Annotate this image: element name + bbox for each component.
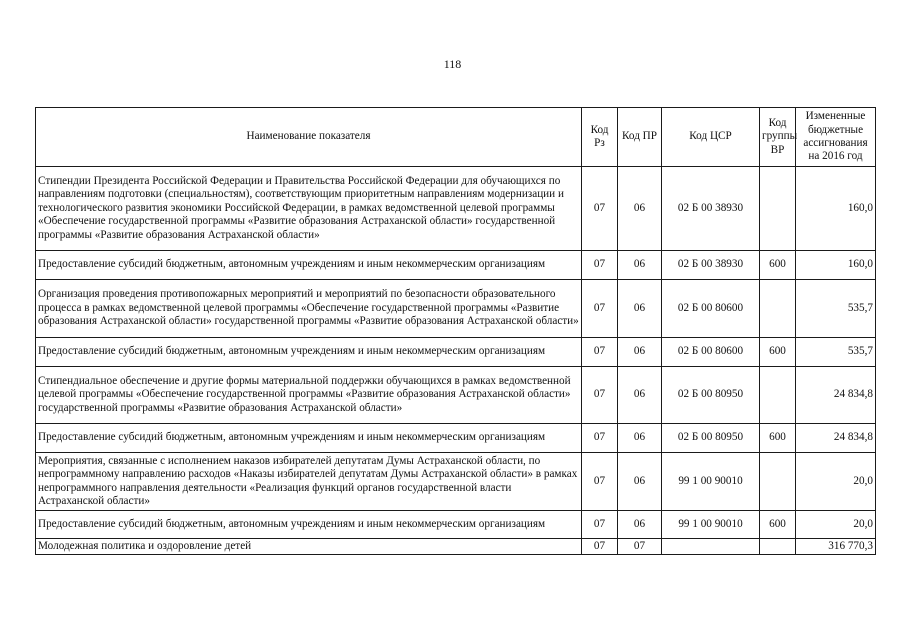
row-name: Мероприятия, связанные с исполнением наказов избирателей депутатам Думы Астраханской области, по непрограммному направлению расходов «Наказы избирателей депутатам Думы Астраханской области» в рамках непрограммного направления деятельности «Реализация функций органов государственной власти Астраханской области» — [36, 453, 582, 511]
row-name: Молодежная политика и оздоровление детей — [36, 539, 582, 555]
row-code-pr: 06 — [618, 251, 662, 280]
table-row — [36, 539, 876, 555]
page-number: 118 — [443, 57, 462, 71]
row-code-pr: 06 — [618, 511, 662, 539]
row-amount: 316 770,3 — [796, 539, 876, 555]
row-amount: 535,7 — [796, 280, 876, 338]
row-code-pr: 06 — [618, 424, 662, 453]
row-code-vr — [760, 167, 796, 251]
row-code-csr: 02 Б 00 38930 — [662, 167, 760, 251]
row-amount: 535,7 — [796, 338, 876, 367]
row-code-rz: 07 — [582, 453, 618, 511]
row-code-csr: 99 1 00 90010 — [662, 511, 760, 539]
row-amount: 160,0 — [796, 167, 876, 251]
header-code-csr: Код ЦСР — [662, 108, 760, 167]
row-code-csr: 02 Б 00 80950 — [662, 424, 760, 453]
table-row — [36, 424, 876, 453]
row-code-csr — [662, 539, 760, 555]
row-amount: 24 834,8 — [796, 424, 876, 453]
row-name: Предоставление субсидий бюджетным, автономным учреждениям и иным некоммерческим организациям — [36, 511, 582, 539]
row-code-rz: 07 — [582, 280, 618, 338]
row-code-rz: 07 — [582, 367, 618, 424]
row-amount: 24 834,8 — [796, 367, 876, 424]
row-code-csr: 99 1 00 90010 — [662, 453, 760, 511]
row-code-rz: 07 — [582, 251, 618, 280]
row-code-rz: 07 — [582, 539, 618, 555]
row-code-rz: 07 — [582, 511, 618, 539]
header-code-pr: Код ПР — [618, 108, 662, 167]
table-row — [36, 367, 876, 424]
row-name: Организация проведения противопожарных мероприятий и мероприятий по безопасности образовательного процесса в рамках ведомственной целевой программы «Обеспечение государственной программы «Развитие образования Астраханской области» государственной программы «Развитие образования Астраханской области» — [36, 280, 582, 338]
row-amount: 160,0 — [796, 251, 876, 280]
header-name: Наименование показателя — [36, 108, 582, 167]
header-code-vr: Код группы ВР — [760, 108, 796, 167]
table-row — [36, 280, 876, 338]
row-code-pr: 06 — [618, 453, 662, 511]
header-code-rz: Код Рз — [582, 108, 618, 167]
row-name: Стипендии Президента Российской Федерации и Правительства Российской Федерации для обучающихся по направлениям подготовки (специальностям), соответствующим приоритетным направлениям модернизации и технологического развития экономики Российской Федерации, в рамках ведомственной целевой программы «Обеспечение государственной программы «Развитие образования Астраханской области» государственной программы «Развитие образования Астраханской области» — [36, 167, 582, 251]
row-code-rz: 07 — [582, 338, 618, 367]
table-header-row — [36, 108, 876, 167]
row-amount: 20,0 — [796, 453, 876, 511]
row-code-pr: 07 — [618, 539, 662, 555]
row-code-rz: 07 — [582, 167, 618, 251]
row-code-vr: 600 — [760, 338, 796, 367]
header-amount-2016: Измененные бюджетные ассигнования на 2016 год — [796, 108, 876, 167]
row-code-vr — [760, 280, 796, 338]
table-row — [36, 251, 876, 280]
row-code-pr: 06 — [618, 338, 662, 367]
row-code-vr — [760, 367, 796, 424]
budget-table — [35, 107, 876, 555]
table-row — [36, 453, 876, 511]
row-code-vr: 600 — [760, 424, 796, 453]
row-code-csr: 02 Б 00 80950 — [662, 367, 760, 424]
row-amount: 20,0 — [796, 511, 876, 539]
row-name: Предоставление субсидий бюджетным, автономным учреждениям и иным некоммерческим организациям — [36, 424, 582, 453]
row-code-vr: 600 — [760, 511, 796, 539]
row-code-vr — [760, 539, 796, 555]
row-code-csr: 02 Б 00 80600 — [662, 338, 760, 367]
table-row — [36, 338, 876, 367]
row-code-pr: 06 — [618, 280, 662, 338]
row-code-rz: 07 — [582, 424, 618, 453]
row-name: Предоставление субсидий бюджетным, автономным учреждениям и иным некоммерческим организациям — [36, 338, 582, 367]
row-code-vr — [760, 453, 796, 511]
row-code-csr: 02 Б 00 38930 — [662, 251, 760, 280]
row-name: Стипендиальное обеспечение и другие формы материальной поддержки обучающихся в рамках ведомственной целевой программы «Обеспечение государственной программы «Развитие образования Астраханской области» государственной программы «Развитие образования Астраханской области» — [36, 367, 582, 424]
row-code-vr: 600 — [760, 251, 796, 280]
row-code-pr: 06 — [618, 167, 662, 251]
row-code-pr: 06 — [618, 367, 662, 424]
table-row — [36, 511, 876, 539]
row-name: Предоставление субсидий бюджетным, автономным учреждениям и иным некоммерческим организациям — [36, 251, 582, 280]
row-code-csr: 02 Б 00 80600 — [662, 280, 760, 338]
table-row — [36, 167, 876, 251]
